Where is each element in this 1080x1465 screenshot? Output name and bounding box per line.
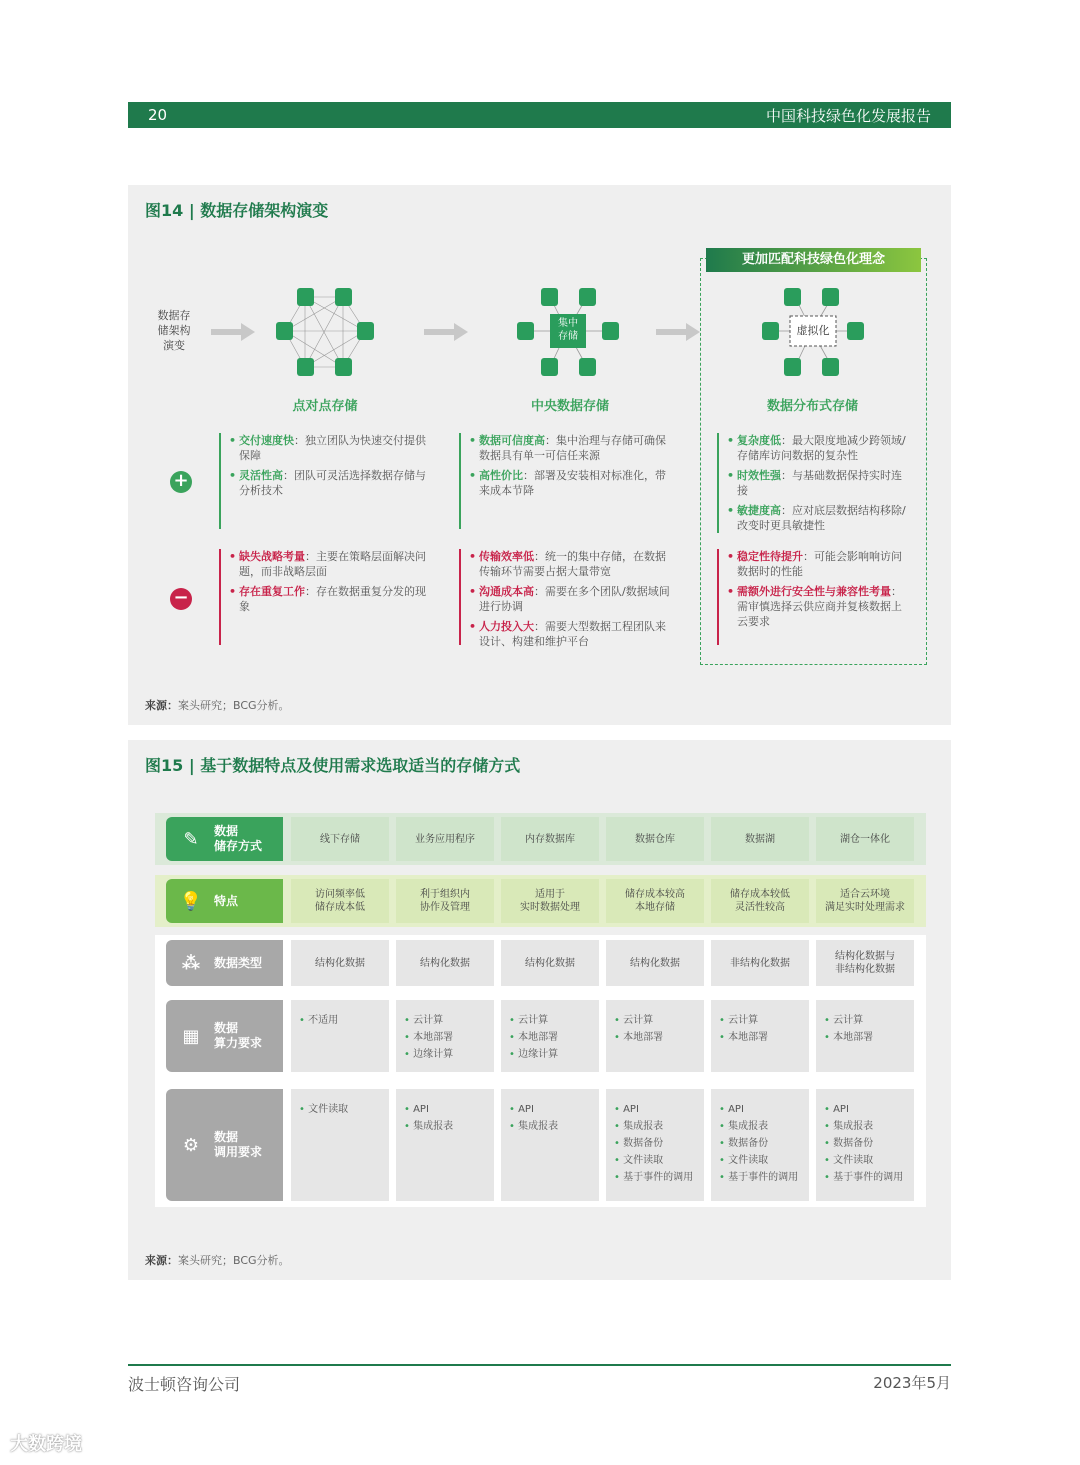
footer-divider [128, 1364, 951, 1366]
cons-divider [459, 549, 461, 645]
plus-icon: + [170, 471, 192, 493]
cons-divider [219, 549, 221, 645]
table-cell: • API • 集成报表 • 数据备份 • 文件读取 • 基于事件的调用 [816, 1089, 914, 1201]
binary-icon: ⁂ [181, 952, 201, 974]
table-cell: 业务应用程序 [396, 817, 494, 861]
table-cell: • 云计算 • 本地部署 • 边缘计算 [396, 1000, 494, 1072]
row-header [166, 1089, 283, 1201]
table-cell: • 云计算 • 本地部署 • 边缘计算 [501, 1000, 599, 1072]
table-cell: • 不适用 [291, 1000, 389, 1072]
table-cell: 结构化数据 [396, 940, 494, 986]
row-header [166, 940, 283, 986]
figure-15-title: 图15 | 基于数据特点及使用需求选取适当的存储方式 [145, 756, 521, 775]
cons-divider [717, 549, 719, 645]
table-cell: 线下存储 [291, 817, 389, 861]
pros-divider [459, 433, 461, 529]
usb-drive-icon: ✎ [183, 828, 199, 850]
arrow-icon [656, 323, 700, 341]
arrow-icon [424, 323, 468, 341]
stage-3-title: 数据分布式存储 [766, 399, 858, 414]
row-header [166, 1000, 283, 1072]
footer-date: 2023年5月 [873, 1374, 951, 1392]
page-header [128, 102, 951, 128]
row-header-label: 数据 储存方式 [214, 824, 263, 853]
table-cell: 结构化数据 [606, 940, 704, 986]
figure-15-source: 来源：案头研究；BCG分析。 [145, 1254, 290, 1267]
table-cell: 非结构化数据 [711, 940, 809, 986]
green-alignment-banner: 更加匹配科技绿色化理念 [706, 248, 921, 272]
pros-divider [717, 433, 719, 533]
lightbulb-icon: 💡 [179, 890, 203, 912]
table-cell: 结构化数据与 非结构化数据 [816, 940, 914, 986]
row-header [166, 879, 283, 923]
figure-14-title: 图14 | 数据存储架构演变 [145, 201, 329, 220]
architecture-row-label: 数据存 储架构 演变 [157, 309, 191, 352]
row-header-label: 数据类型 [214, 955, 263, 970]
arrow-icon [211, 323, 255, 341]
calculator-icon: ▦ [182, 1025, 200, 1047]
table-cell: • API • 集成报表 [396, 1089, 494, 1201]
central-storage-label: 集中 存储 [558, 318, 578, 342]
table-cell: 湖仓一体化 [816, 817, 914, 861]
gear-icon: ⚙ [182, 1134, 200, 1156]
stage-1-pros: • 交付速度快：独立团队为快速交付提供保障 • 灵活性高：团队可灵活选择数据存储与分析技术 [229, 433, 434, 503]
pros-divider [219, 433, 221, 529]
table-cell: • API • 集成报表 • 数据备份 • 文件读取 • 基于事件的调用 [711, 1089, 809, 1201]
row-header-label: 数据 调用要求 [214, 1130, 263, 1159]
stage-1-cons: • 缺失战略考量：主要在策略层面解决问题，而非战略层面 • 存在重复工作：存在数据重复分发的现象 [229, 549, 434, 619]
stage-2-title: 中央数据存储 [530, 399, 609, 414]
virtualization-label: 虚拟化 [796, 324, 830, 337]
table-cell: • 文件读取 [291, 1089, 389, 1201]
table-cell: • 云计算 • 本地部署 [711, 1000, 809, 1072]
stage-3-pros: • 复杂度低：最大限度地减少跨领域/存储库访问数据的复杂性 • 时效性强：与基础数据保持实时连接 • 敏捷度高：应对底层数据结构移除/改变时更具敏捷性 [727, 433, 912, 538]
watermark: 大数跨境 [10, 1434, 82, 1455]
table-cell: • 云计算 • 本地部署 [606, 1000, 704, 1072]
table-cell: 利于组织内 协作及管理 [396, 879, 494, 923]
table-cell: 储存成本较高 本地存储 [606, 879, 704, 923]
table-cell: 结构化数据 [291, 940, 389, 986]
page-number: 20 [148, 106, 168, 124]
peer-to-peer-network-icon [270, 285, 380, 380]
table-cell: 适合云环境 满足实时处理需求 [816, 879, 914, 923]
row-header [166, 817, 283, 861]
footer-company: 波士顿咨询公司 [128, 1375, 241, 1394]
table-cell: 访问频率低 储存成本低 [291, 879, 389, 923]
report-title: 中国科技绿色化发展报告 [765, 106, 931, 125]
table-cell: 适用于 实时数据处理 [501, 879, 599, 923]
table-cell: 数据湖 [711, 817, 809, 861]
stage-1-title: 点对点存储 [292, 399, 358, 414]
table-cell: • API • 集成报表 [501, 1089, 599, 1201]
table-cell: 结构化数据 [501, 940, 599, 986]
table-cell: 储存成本较低 灵活性较高 [711, 879, 809, 923]
figure-14-source: 来源：案头研究；BCG分析。 [145, 699, 290, 712]
row-header-label: 数据 算力要求 [214, 1021, 263, 1050]
minus-icon: − [170, 588, 192, 610]
row-header-label: 特点 [214, 893, 239, 908]
table-cell: • API • 集成报表 • 数据备份 • 文件读取 • 基于事件的调用 [606, 1089, 704, 1201]
table-cell: 数据仓库 [606, 817, 704, 861]
stage-2-pros: • 数据可信度高：集中治理与存储可确保数据具有单一可信任来源 • 高性价比：部署及安装相对标准化，带来成本节降 [469, 433, 674, 503]
table-cell: 内存数据库 [501, 817, 599, 861]
stage-2-cons: • 传输效率低：统一的集中存储，在数据传输环节需要占据大量带宽 • 沟通成本高：需要在多个团队/数据域间进行协调 • 人力投入大：需要大型数据工程团队来设计、构建和维护平台 [469, 549, 674, 654]
stage-3-cons: • 稳定性待提升：可能会影响响访问数据时的性能 • 需额外进行安全性与兼容性考量：需审慎选择云供应商并复核数据上云要求 [727, 549, 912, 634]
table-cell: • 云计算 • 本地部署 [816, 1000, 914, 1072]
